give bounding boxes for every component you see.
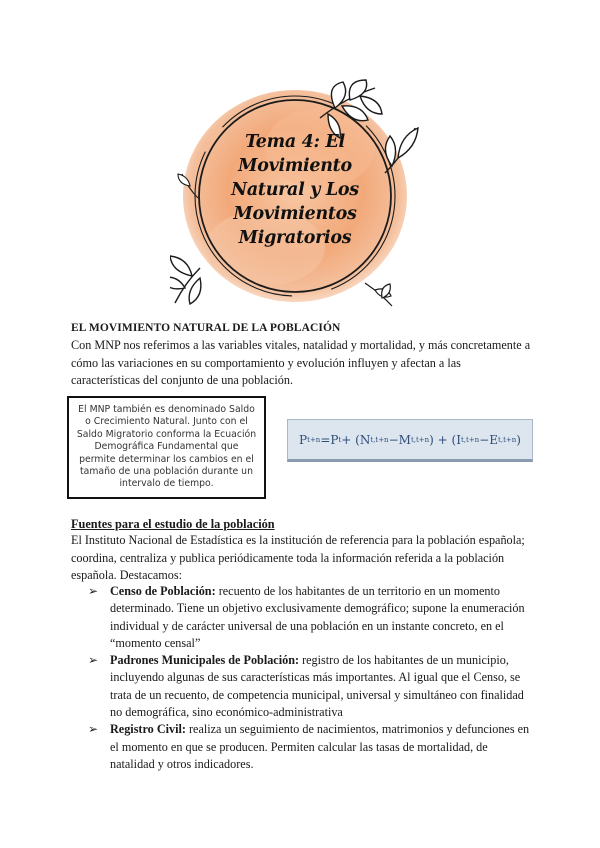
intro-paragraph: Con MNP nos referimos a las variables vitales, natalidad y mortalidad, y más concretamente a cómo las variaciones en su comportamiento y evolución influyen y afectan a las características del conjunto de una población. (71, 338, 531, 387)
formula-op: − (479, 432, 490, 447)
formula-subscript: t,t+n (370, 435, 389, 444)
arrow-bullet-icon: ➢ (88, 584, 99, 598)
list-item-term: Registro Civil: (110, 722, 186, 737)
list-item-term: Padrones Municipales de Población: (110, 653, 300, 668)
formula-op: − (388, 432, 399, 447)
list-item-text: realiza un seguimiento de nacimientos, matrimonios y defunciones en el momento en que se producen. Permiten calcular las tasas de mortalidad, de natalidad y otros indicadores. (110, 722, 530, 771)
demographic-equation-image (287, 419, 533, 462)
arrow-bullet-icon: ➢ (88, 653, 99, 668)
formula-subscript: t,t+n (460, 435, 480, 444)
badge-title-line: Natural y Los (231, 180, 359, 200)
badge-title-line: Movimientos (233, 204, 357, 224)
badge-title (222, 130, 368, 250)
formula-op: ) + ( (429, 432, 457, 447)
arrow-bullet-icon: ➢ (88, 722, 99, 737)
sources-heading: Fuentes para el estudio de la población (71, 517, 275, 531)
badge-title-line: Tema 4: El (245, 132, 345, 152)
list-item (88, 721, 533, 773)
formula-term: M (398, 432, 411, 447)
sources-paragraph: El Instituto Nacional de Estadística es la institución de referencia para la población española; coordina, centraliza y publica periódicamente toda la información referida a la población española. Destacamos: (71, 533, 525, 582)
note-box: El MNP también es denominado Saldo o Crecimiento Natural. Junto con el Saldo Migratorio conforma la Ecuación Demográfica Fundamental que permite determinar los cambios en el tamaño de una población durante un intervalo de tiempo. (67, 396, 266, 499)
formula-op: = (320, 432, 331, 447)
formula-term: P (330, 432, 339, 447)
formula-subscript: t,t+n (498, 435, 517, 444)
list-item (88, 652, 533, 721)
section-heading: EL MOVIMIENTO NATURAL DE LA POBLACIÓN (71, 322, 341, 334)
formula-term: N (359, 432, 371, 447)
list-item-text: recuento de los habitantes de un territorio en un momento determinado. Tiene un objetivo exclusivamente demográfico; supone la enumeración individual y de carácter universal de una población en un instante concreto, en el “momento censal” (110, 584, 525, 650)
list-item-term: Censo de Población: (110, 584, 216, 598)
list-item-text: registro de los habitantes de un municipio, incluyendo algunas de sus características más importantes. Al igual que el Censo, se trata de un recuento, de competencia municipal, universal y simultáneo con finalidad no demográfica, sino económico-administrativa (110, 653, 524, 720)
formula-term: I (456, 432, 461, 447)
title-badge (170, 78, 420, 308)
badge-title-line: Movimiento (238, 156, 352, 176)
formula-subscript: t,t+n (410, 435, 430, 444)
formula-op: ) (516, 432, 521, 447)
formula-term: E (489, 432, 499, 447)
formula-subscript: t (338, 435, 342, 444)
sources-list (88, 583, 533, 773)
badge-title-line: Migratorios (238, 228, 352, 248)
formula-op: + ( (341, 432, 360, 447)
list-item (88, 583, 533, 652)
formula-term: P (299, 432, 308, 447)
formula-subscript: t+n (307, 435, 321, 444)
